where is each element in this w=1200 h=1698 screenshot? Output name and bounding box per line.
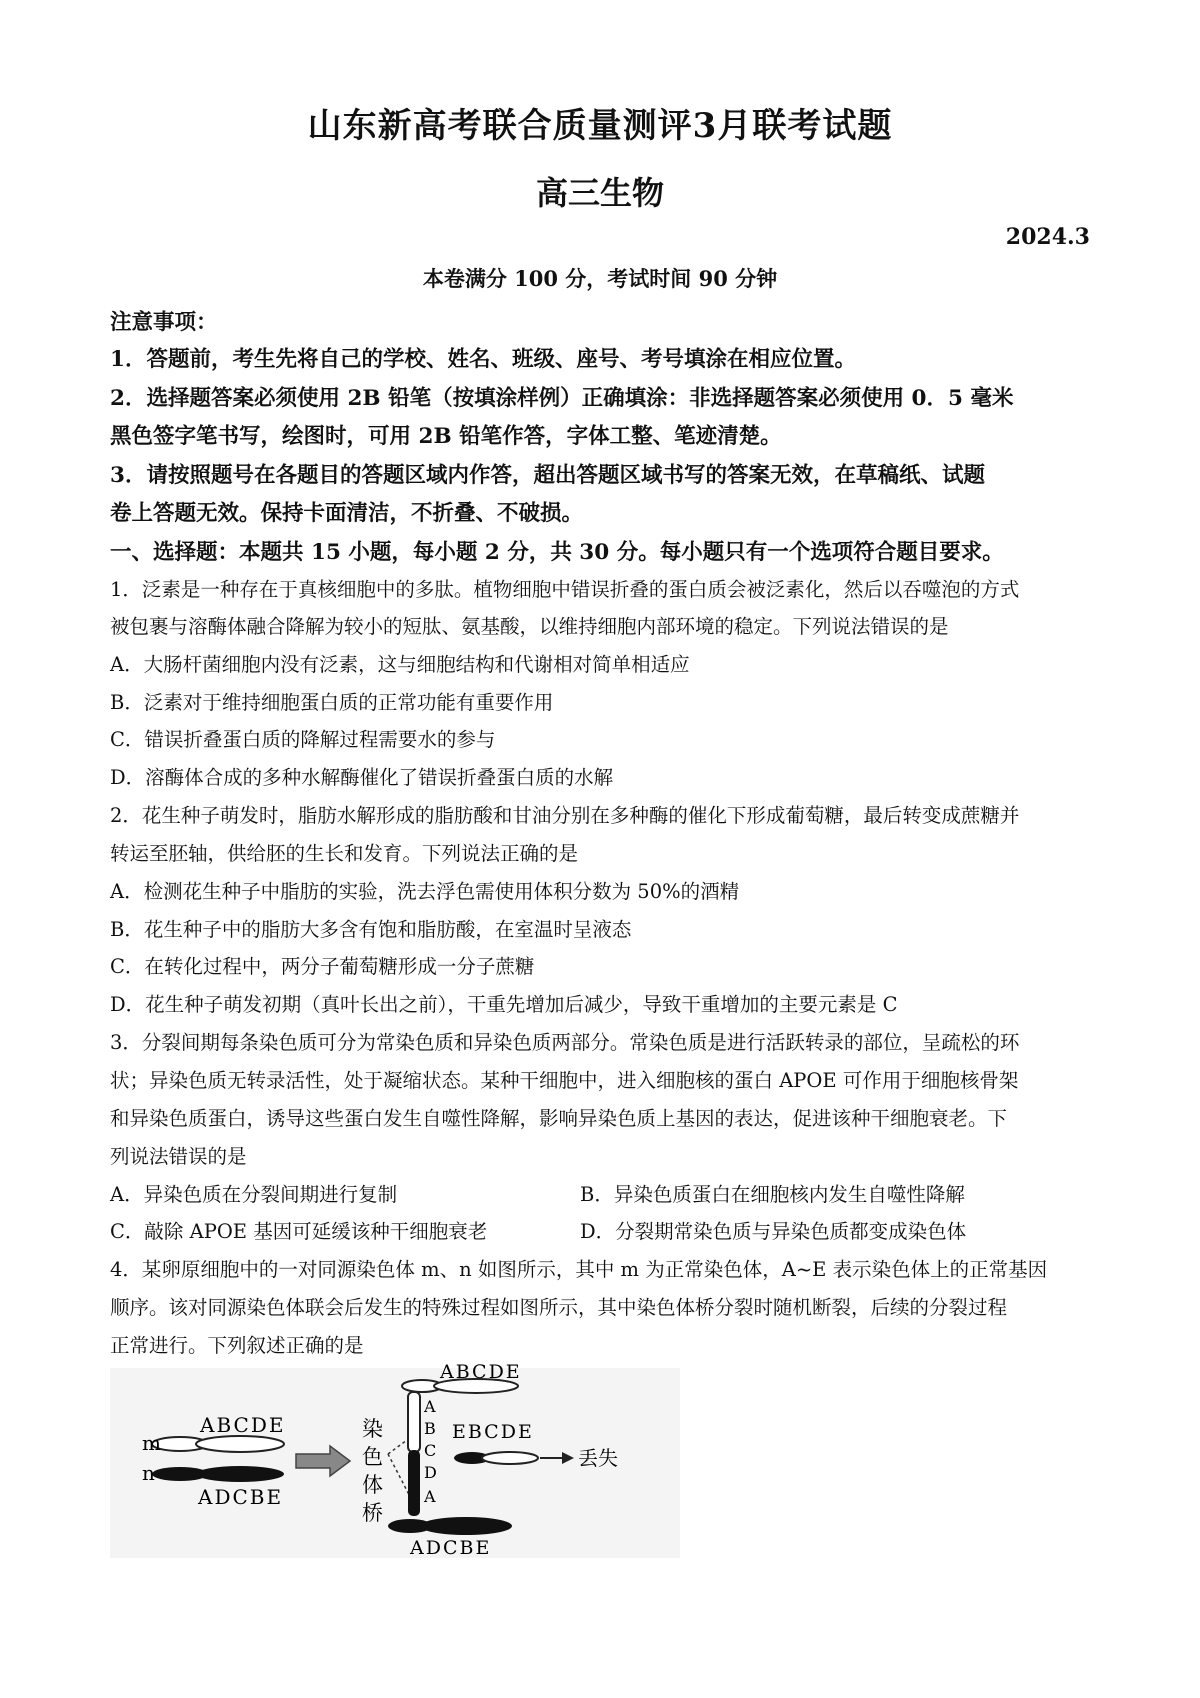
q2-option-b: B．花生种子中的脂肪大多含有饱和脂肪酸，在室温时呈液态 <box>110 918 632 941</box>
exam-title: 山东新高考联合质量测评3月联考试题 <box>307 106 893 146</box>
q3-stem: 状；异染色质无转录活性，处于凝缩状态。某种干细胞中，进入细胞核的蛋白 APOE 可作用于细胞核骨架 <box>110 1069 1019 1092</box>
section-heading: 一、选择题：本题共 15 小题，每小题 2 分，共 30 分。每小题只有一个选项符合题目要求。 <box>110 540 1004 565</box>
notice-item: 黑色签字笔书写，绘图时，可用 2B 铅笔作答，字体工整、笔迹清楚。 <box>110 424 782 449</box>
bottom-chromosome-right-arm <box>420 1517 512 1535</box>
bridge-black-part <box>408 1450 420 1516</box>
q1-option-c: C．错误折叠蛋白质的降解过程需要水的参与 <box>110 728 496 751</box>
q3-option-c: C．敲除 APOE 基因可延缓该种干细胞衰老 <box>110 1220 488 1243</box>
q1-stem: 1．泛素是一种存在于真核细胞中的多肽。植物细胞中错误折叠的蛋白质会被泛素化，然后以吞噬泡的方式 <box>110 578 1020 601</box>
q2-option-c: C．在转化过程中，两分子葡萄糖形成一分子蔗糖 <box>110 955 535 978</box>
bridge-gene: C <box>424 1441 437 1460</box>
q4-stem: 4．某卵原细胞中的一对同源染色体 m、n 如图所示，其中 m 为正常染色体，A~E 表示染色体上的正常基因 <box>110 1258 1048 1281</box>
full-marks-note: 本卷满分 100 分，考试时间 90 分钟 <box>422 266 778 291</box>
bridge-label-char: 桥 <box>362 1501 383 1525</box>
q3-stem: 和异染色质蛋白，诱导这些蛋白发生自噬性降解，影响异染色质上基因的表达，促进该种干细胞衰老。下 <box>110 1107 1008 1130</box>
q2-option-d: D．花生种子萌发初期（真叶长出之前），干重先增加后减少，导致干重增加的主要元素是 C <box>110 993 898 1016</box>
m-gene-sequence: ABCDE <box>200 1413 286 1437</box>
notice-item: 2．选择题答案必须使用 2B 铅笔（按填涂样例）正确填涂：非选择题答案必须使用 0．5 毫米 <box>110 386 1014 411</box>
q2-stem: 转运至胚轴，供给胚的生长和发育。下列说法正确的是 <box>110 842 579 865</box>
bridge-gene: D <box>424 1463 437 1482</box>
chromosome-n-right-arm <box>196 1466 284 1482</box>
q2-stem: 2．花生种子萌发时，脂肪水解形成的脂肪酸和甘油分别在多种酶的催化下形成葡萄糖，最后转变成蔗糖并 <box>110 804 1020 827</box>
q2-option-a: A．检测花生种子中脂肪的实验，洗去浮色需使用体积分数为 50%的酒精 <box>110 880 740 903</box>
label-n: n <box>142 1461 155 1485</box>
notice-heading: 注意事项： <box>110 310 218 335</box>
exam-date: 2024.3 <box>1005 224 1090 250</box>
top-gene-sequence: ABCDE <box>440 1362 522 1383</box>
chromosome-m-right-arm <box>196 1436 284 1452</box>
subject-title: 高三生物 <box>535 174 664 212</box>
q1-option-a: A．大肠杆菌细胞内没有泛素，这与细胞结构和代谢相对简单相适应 <box>110 653 690 676</box>
q1-option-b: B．泛素对于维持细胞蛋白质的正常功能有重要作用 <box>110 691 554 714</box>
lost-label: 丢失 <box>578 1446 618 1470</box>
bridge-label-char: 色 <box>362 1445 383 1469</box>
bridge-gene: A <box>424 1397 436 1416</box>
q4-stem: 正常进行。下列叙述正确的是 <box>110 1334 364 1357</box>
q4-stem: 顺序。该对同源染色体联会后发生的特殊过程如图所示，其中染色体桥分裂时随机断裂，后续的分裂过程 <box>110 1296 1008 1319</box>
fragment-white-part <box>482 1452 538 1464</box>
n-gene-sequence: ADCBE <box>198 1485 284 1509</box>
notice-item: 1．答题前，考生先将自己的学校、姓名、班级、座号、考号填涂在相应位置。 <box>110 347 856 372</box>
notice-item: 3．请按照题号在各题目的答题区域内作答，超出答题区域书写的答案无效，在草稿纸、试题 <box>110 463 985 488</box>
label-m: m <box>142 1431 161 1455</box>
q3-stem: 3．分裂间期每条染色质可分为常染色质和异染色质两部分。常染色质是进行活跃转录的部位，呈疏松的环 <box>110 1031 1020 1054</box>
bridge-label-char: 染 <box>362 1417 383 1441</box>
q3-option-d: D．分裂期常染色质与异染色质都变成染色体 <box>580 1220 967 1243</box>
bottom-gene-sequence: ADCBE <box>410 1537 492 1559</box>
q3-option-b: B．异染色质蛋白在细胞核内发生自噬性降解 <box>580 1183 965 1206</box>
q1-stem: 被包裹与溶酶体融合降解为较小的短肽、氨基酸，以维持细胞内部环境的稳定。下列说法错误的是 <box>110 615 949 638</box>
q3-option-a: A．异染色质在分裂间期进行复制 <box>110 1183 398 1206</box>
bridge-gene: B <box>424 1419 436 1438</box>
bridge-gene: A <box>424 1487 436 1506</box>
q3-stem: 列说法错误的是 <box>110 1145 247 1168</box>
chromosome-bridge-figure <box>100 1362 690 1562</box>
notice-item: 卷上答题无效。保持卡面清洁，不折叠、不破损。 <box>110 501 584 526</box>
bridge-white-part <box>408 1392 420 1452</box>
bridge-label-char: 体 <box>362 1473 383 1497</box>
right-gene-sequence: EBCDE <box>452 1421 534 1443</box>
q1-option-d: D．溶酶体合成的多种水解酶催化了错误折叠蛋白质的水解 <box>110 766 614 789</box>
